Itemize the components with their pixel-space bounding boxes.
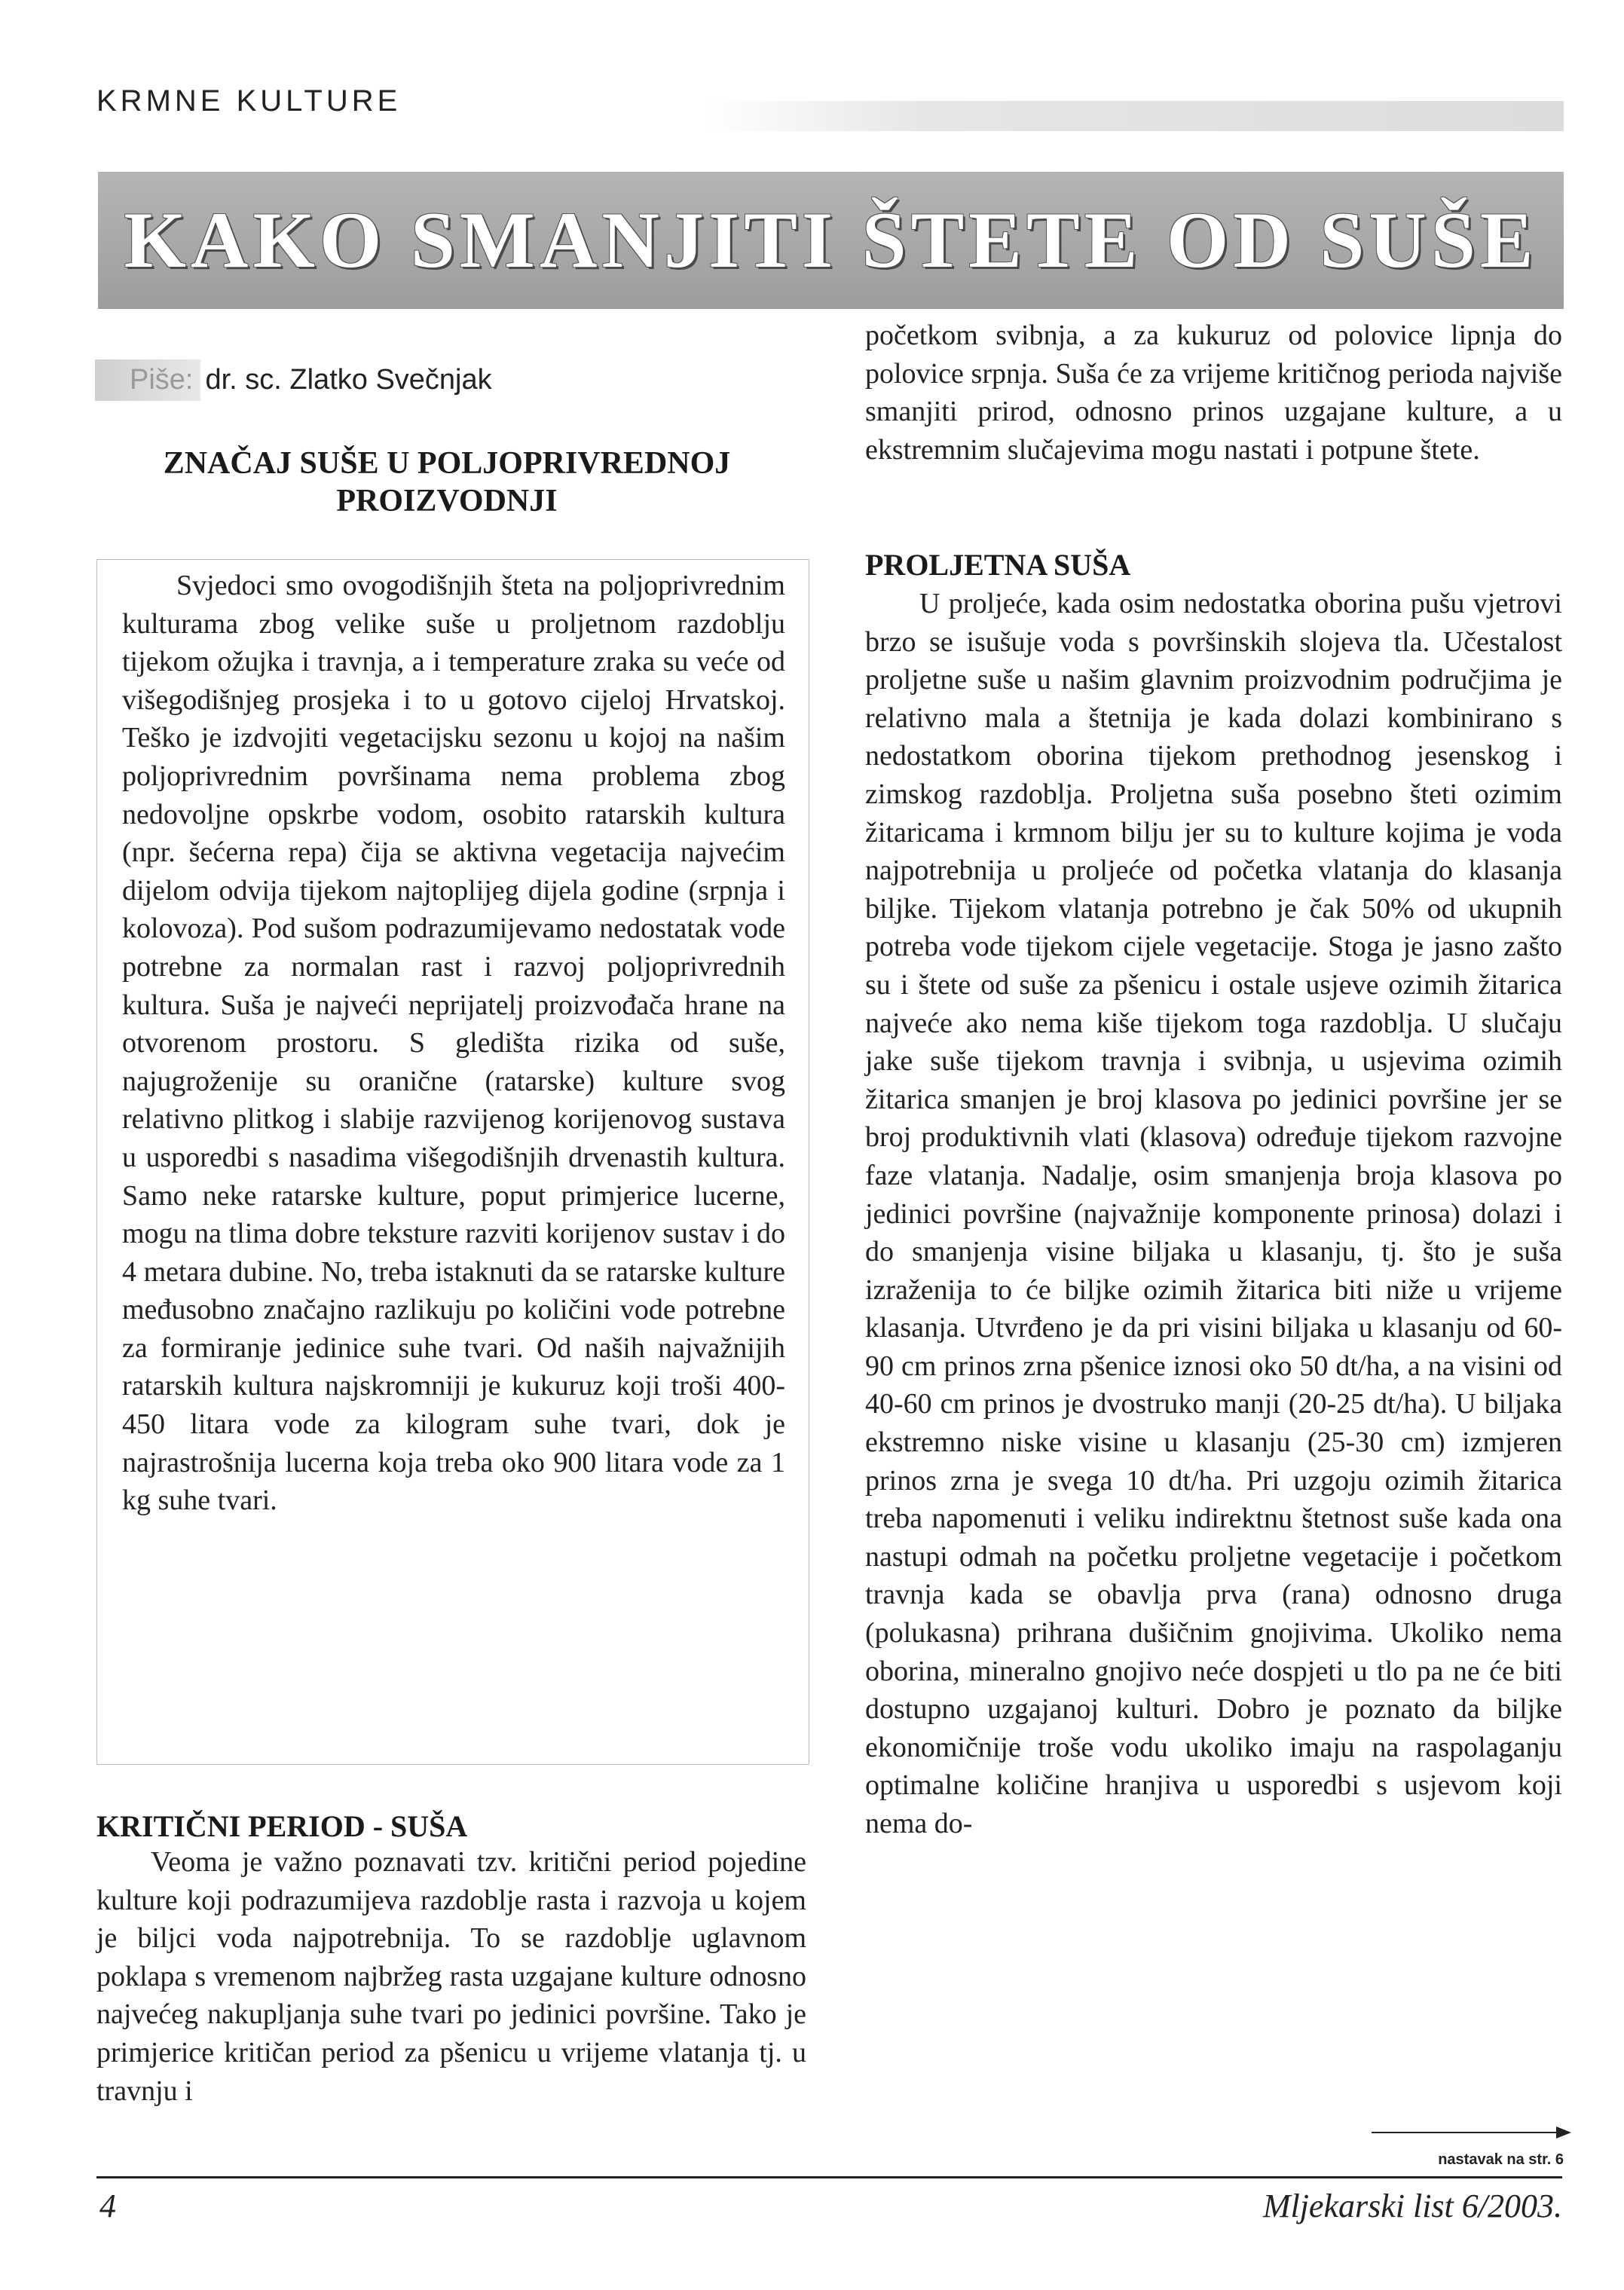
article-title: KAKO SMANJITI ŠTETE OD SUŠE: [124, 196, 1538, 284]
header-rule: [708, 101, 1564, 131]
section-heading-znacaj: [96, 445, 797, 520]
right-column-top-text: [865, 316, 1562, 469]
paragraph: početkom svibnja, a za kukuruz od polovice lipnja do polovice srpnja. Suša će za vrijeme kritičnog perioda najviše smanjiti prirod, odnosno prinos uzgajane kulture, a u ekstremnim slučajevima mogu nastati i potpune štete.: [865, 319, 1562, 466]
section-heading-proljetna: PROLJETNA SUŠA: [865, 548, 1131, 582]
section-heading-line-2: PROIZVODNJI: [336, 484, 558, 518]
title-band: [98, 172, 1564, 309]
paragraph: Svjedoci smo ovogodišnjih šteta na poljoprivrednim kulturama zbog velike suše u proljetnom razdoblju tijekom ožujka i travnja, a i temperature zraka su veće od višegodišnjeg prosjeka i to u gotovo cijeloj Hrvatskoj. Teško je izdvojiti vegetacijsku sezonu u kojoj na našim poljoprivrednim površinama nema problema zbog nedovoljne opskrbe vodom, osobito ratarskih kultura (npr. šećerna repa) čija se aktivna vegetacija najvećim dijelom odvija tijekom najtoplijeg dijela godine (srpnja i kolovoza). Pod sušom podrazumijevamo nedostatak vode potrebne za normalan rast i razvoj poljoprivrednih kultura. Suša je najveći neprijatelj proizvođača hrane na otvorenom prostoru. S gledišta rizika od suše, najugroženije su oranične (ratarske) kulture svog relativno plitkog i slabije razvijenog korijenovog sustava u usporedbi s nasadima višegodišnjih drvenastih kultura. Samo neke ratarske kulture, poput primjerice lucerne, mogu na tlima dobre teksture razviti korijenov sustav i do 4 metara dubine. No, treba istaknuti da se ratarske kulture međusobno značajno razlikuju po količini vode potrebne za formiranje jedinice suhe tvari. Od naših najvažnijih ratarskih kultura najskromniji je kukuruz koji troši 400-450 litara vode za kilogram suhe tvari, dok je najrastrošnija lucerna koja treba oko 900 litara vode za 1 kg suhe tvari.: [122, 570, 785, 1517]
paragraph: U proljeće, kada osim nedostatka oborina pušu vjetrovi brzo se isušuje voda s površinskih slojeva tla. Učestalost proljetne suše u našim glavnim proizvodnim područjima je relativno mala a štetnija je kada dolazi kombinirano s nedostatkom oborina tijekom prethodnog jesenskog i zimskog razdoblja. Proljetna suša posebno šteti ozimim žitaricama i krmnom bilju jer su to kulture kojima je voda najpotrebnija u proljeće od početka vlatanja do klasanja biljke. Tijekom vlatanja potrebno je čak 50% od ukupnih potreba vode tijekom cijele vegetacije. Stoga je jasno zašto su i štete od suše za pšenicu i ostale usjeve ozimih žitarica najveće ako nema kiše tijekom toga razdoblja. U slučaju jake suše tijekom travnja i svibnja, u usjevima ozimih žitarica smanjen je broj klasova po jedinici površine jer se broj produktivnih vlati (klasova) određuje tijekom razvojne faze vlatanja. Nadalje, osim smanjenja broja klasova po jedinici površine (najvažnije komponente prinosa) dolazi i do smanjenja visine biljaka u klasanju, tj. što je suša izraženija to će biljke ozimih žitarica biti niže u vrijeme klasanja. Utvrđeno je da pri visini biljaka u klasanju od 60-90 cm prinos zrna pšenice iznosi oko 50 dt/ha, a na visini od 40-60 cm prinos je dvostruko manji (20-25 dt/ha). U biljaka ekstremno niske visine u klasanju (25-30 cm) izmjeren prinos zrna je svega 10 dt/ha. Pri uzgoju ozimih žitarica treba napomenuti i veliku indirektnu štetnost suše kada ona nastupi odmah na početku proljetne vegetacije i početkom travnja kada se obavlja prva (rana) odnosno druga (polukasna) prihrana dušičnim gnojivima. Ukoliko nema oborina, mineralno gnojivo neće dospjeti u tlo pa ne će biti dostupno uzgajanoj kulturi. Dobro je poznato da biljke ekonomičnije troše vodu ukoliko imaju na raspolaganju optimalne količine hranjiva u usporedbi s usjevom koji nema do-: [865, 588, 1562, 1839]
section-heading-line-1: ZNAČAJ SUŠE U POLJOPRIVREDNOJ: [163, 446, 731, 481]
paragraph: Veoma je važno poznavati tzv. kritični period pojedine kulture koji podrazumijeva razdoblje rasta i razvoja u kojem je biljci voda najpotrebnija. To se razdoblje uglavnom poklapa s vremenom najbržeg rasta uzgajane kulture odnosno najvećeg nakupljanja suhe tvari po jedinici površine. Tako je primjerice kritičan period za pšenicu u vrijeme vlatanja tj. u travnju i: [96, 1846, 806, 2107]
highlight-box-text: [122, 567, 785, 1520]
page-number: 4: [99, 2188, 116, 2224]
footer-rule: [96, 2176, 1562, 2178]
author-line: [95, 357, 517, 402]
author-name: dr. sc. Zlatko Svečnjak: [205, 363, 492, 396]
continued-arrow-icon: [1372, 2123, 1571, 2142]
right-column-main-text: [865, 585, 1562, 1843]
continued-note: nastavak na str. 6: [1438, 2151, 1564, 2168]
section-heading-kriticni: KRITIČNI PERIOD - SUŠA: [96, 1809, 468, 1843]
journal-name: Mljekarski list 6/2003.: [1262, 2188, 1562, 2224]
author-prefix: Piše:: [95, 359, 200, 401]
left-column-text: [96, 1843, 806, 2110]
section-label: KRMNE KULTURE: [96, 84, 402, 118]
